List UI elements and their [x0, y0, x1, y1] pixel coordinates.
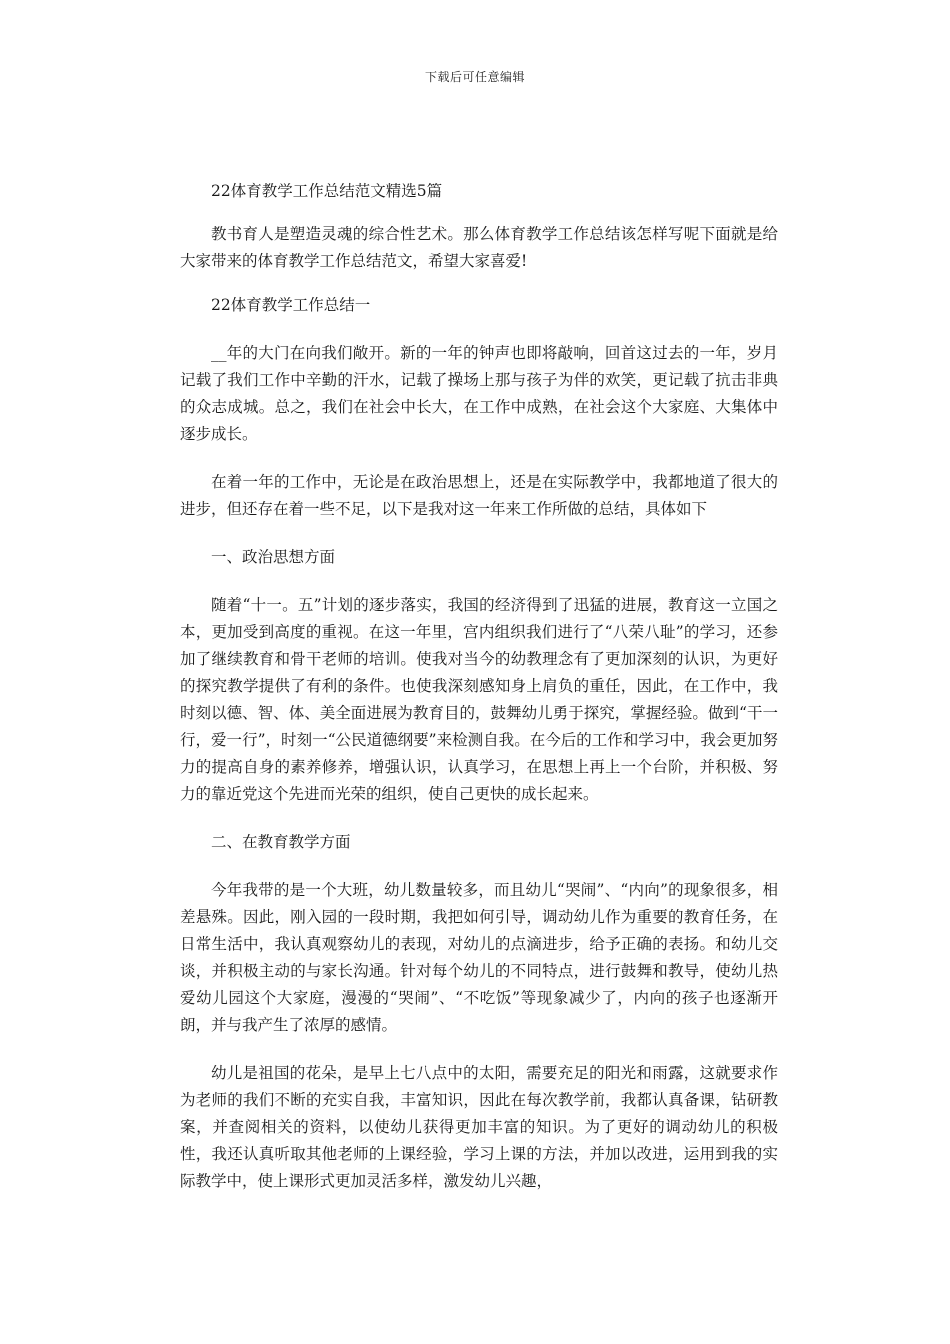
section-title: 22体育教学工作总结一: [211, 296, 371, 314]
intro-paragraph: 教书育人是塑造灵魂的综合性艺术。那么体育教学工作总结该怎样写呢下面就是给大家带来的体育教学工作总结范文，希望大家喜爱!: [180, 225, 778, 270]
paragraph-5: 幼儿是祖国的花朵，是早上七八点中的太阳，需要充足的阳光和雨露，这就要求作为老师的我们不断的充实自我，丰富知识，因此在每次教学前，我都认真备课，钻研教案，并查阅相关的资料，以使幼儿获得更加丰富的知识。为了更好的调动幼儿的积极性，我还认真听取其他老师的上课经验，学习上课的方法，并加以改进，运用到我的实际教学中，使上课形式更加灵活多样，激发幼儿兴趣，: [180, 1064, 778, 1190]
heading-teaching: 二、在教育教学方面: [211, 833, 351, 851]
paragraph-1: __年的大门在向我们敞开。新的一年的钟声也即将敲响，回首这过去的一年，岁月记载了我们工作中辛勤的汗水，记载了操场上那与孩子为伴的欢笑，更记载了抗击非典的众志成城。总之，我们在社会中长大，在工作中成熟，在社会这个大家庭、大集体中逐步成长。: [180, 344, 778, 443]
document-title: 22体育教学工作总结范文精选5篇: [211, 182, 443, 200]
paragraph-2: 在着一年的工作中，无论是在政治思想上，还是在实际教学中，我都地道了很大的进步，但还存在着一些不足，以下是我对这一年来工作所做的总结，具体如下: [180, 473, 778, 518]
heading-political-thought: 一、政治思想方面: [211, 548, 336, 566]
paragraph-3: 随着“十一。五”计划的逐步落实，我国的经济得到了迅猛的进展，教育这一立国之本，更加受到高度的重视。在这一年里，宫内组织我们进行了“八荣八耻”的学习，还参加了继续教育和骨干老师的培训。使我对当今的幼教理念有了更加深刻的认识，为更好的探究教学提供了有利的条件。也使我深刻感知身上肩负的重任，因此，在工作中，我时刻以德、智、体、美全面进展为教育目的，鼓舞幼儿勇于探究，掌握经验。做到“干一行，爱一行”，时刻一“公民道德纲要”来检测自我。在今后的工作和学习中，我会更加努力的提高自身的素养修养，增强认识，认真学习，在思想上再上一个台阶，并积极、努力的靠近党这个先进而光荣的组织，使自己更快的成长起来。: [180, 596, 778, 803]
header-note: 下载后可任意编辑: [424, 70, 525, 84]
document-body: [180, 178, 778, 1216]
paragraph-4: 今年我带的是一个大班，幼儿数量较多，而且幼儿“哭闹”、“内向”的现象很多，相差悬殊。因此，刚入园的一段时期，我把如何引导，调动幼儿作为重要的教育任务，在日常生活中，我认真观察幼儿的表现，对幼儿的点滴进步，给予正确的表扬。和幼儿交谈，并积极主动的与家长沟通。针对每个幼儿的不同特点，进行鼓舞和教导，使幼儿热爱幼儿园这个大家庭，漫漫的“哭闹”、“不吃饭”等现象减少了，内向的孩子也逐渐开朗，并与我产生了浓厚的感情。: [180, 881, 778, 1034]
